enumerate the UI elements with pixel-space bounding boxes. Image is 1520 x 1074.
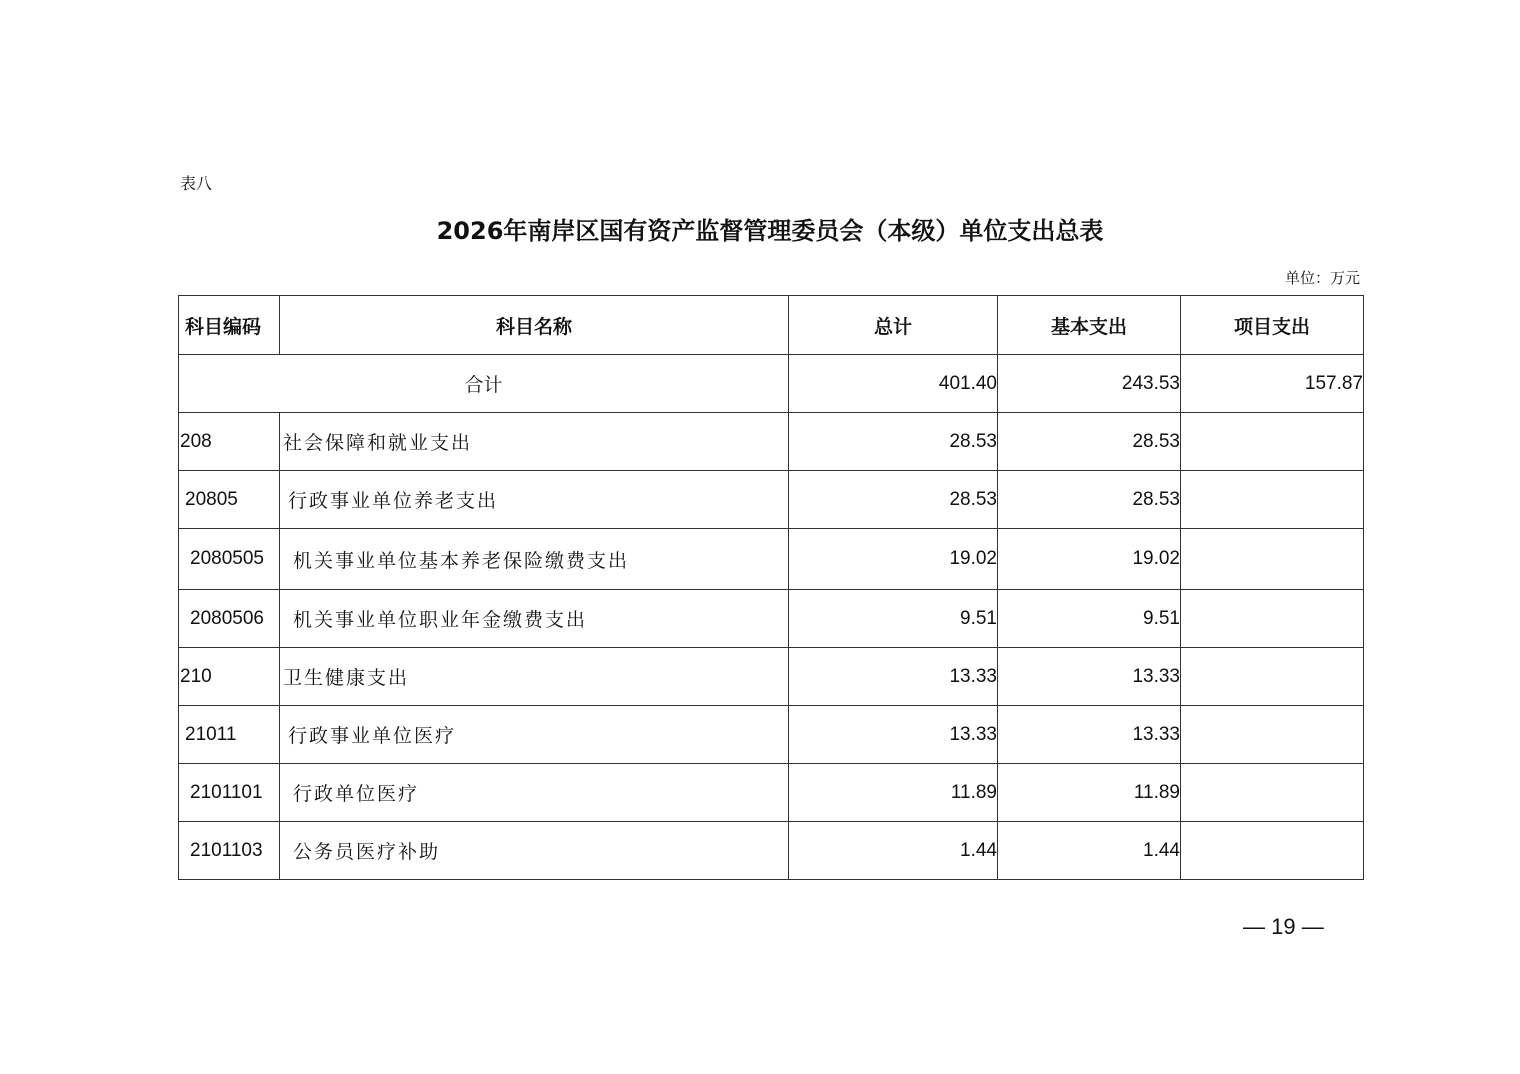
table-row	[179, 764, 1364, 822]
row-name: 机关事业单位基本养老保险缴费支出	[280, 529, 789, 590]
row-name: 行政单位医疗	[280, 764, 789, 822]
summary-basic: 243.53	[998, 355, 1181, 413]
row-code: 210	[179, 648, 280, 706]
document-title: 2026年南岸区国有资产监督管理委员会（本级）单位支出总表	[436, 217, 1104, 245]
summary-total: 401.40	[789, 355, 998, 413]
row-total: 19.02	[789, 529, 998, 590]
table-row	[179, 413, 1364, 471]
row-project	[1181, 529, 1364, 590]
row-total: 28.53	[789, 471, 998, 529]
row-name: 公务员医疗补助	[280, 822, 789, 880]
row-code: 20805	[179, 471, 280, 529]
header-code: 科目编码	[179, 296, 280, 355]
row-name: 机关事业单位职业年金缴费支出	[280, 590, 789, 648]
row-total: 28.53	[789, 413, 998, 471]
row-basic: 11.89	[998, 764, 1181, 822]
row-code: 2080506	[179, 590, 280, 648]
table-row	[179, 529, 1364, 590]
header-project: 项目支出	[1181, 296, 1364, 355]
row-basic: 9.51	[998, 590, 1181, 648]
expenditure-table	[178, 295, 1364, 880]
table-row	[179, 648, 1364, 706]
row-name: 行政事业单位医疗	[280, 706, 789, 764]
row-basic: 13.33	[998, 648, 1181, 706]
table-row	[179, 822, 1364, 880]
row-code: 208	[179, 413, 280, 471]
row-basic: 1.44	[998, 822, 1181, 880]
row-code: 21011	[179, 706, 280, 764]
table-header-row	[179, 296, 1364, 355]
row-total: 13.33	[789, 706, 998, 764]
summary-row	[179, 355, 1364, 413]
row-total: 1.44	[789, 822, 998, 880]
row-project	[1181, 471, 1364, 529]
row-basic: 28.53	[998, 413, 1181, 471]
row-basic: 19.02	[998, 529, 1181, 590]
row-total: 9.51	[789, 590, 998, 648]
row-total: 13.33	[789, 648, 998, 706]
unit-label: 单位：万元	[1284, 269, 1360, 287]
row-basic: 28.53	[998, 471, 1181, 529]
summary-label: 合计	[179, 355, 789, 413]
table-row	[179, 706, 1364, 764]
row-name: 社会保障和就业支出	[280, 413, 789, 471]
row-name: 卫生健康支出	[280, 648, 789, 706]
header-total: 总计	[789, 296, 998, 355]
page-number: — 19 —	[1243, 914, 1324, 939]
row-project	[1181, 706, 1364, 764]
row-project	[1181, 590, 1364, 648]
row-project	[1181, 413, 1364, 471]
row-project	[1181, 648, 1364, 706]
header-basic: 基本支出	[998, 296, 1181, 355]
row-name: 行政事业单位养老支出	[280, 471, 789, 529]
row-total: 11.89	[789, 764, 998, 822]
row-code: 2080505	[179, 529, 280, 590]
row-basic: 13.33	[998, 706, 1181, 764]
table-row	[179, 471, 1364, 529]
table-row	[179, 590, 1364, 648]
table-label: 表八	[180, 174, 213, 193]
summary-project: 157.87	[1181, 355, 1364, 413]
row-code: 2101103	[179, 822, 280, 880]
header-name: 科目名称	[280, 296, 789, 355]
row-project	[1181, 764, 1364, 822]
row-project	[1181, 822, 1364, 880]
row-code: 2101101	[179, 764, 280, 822]
